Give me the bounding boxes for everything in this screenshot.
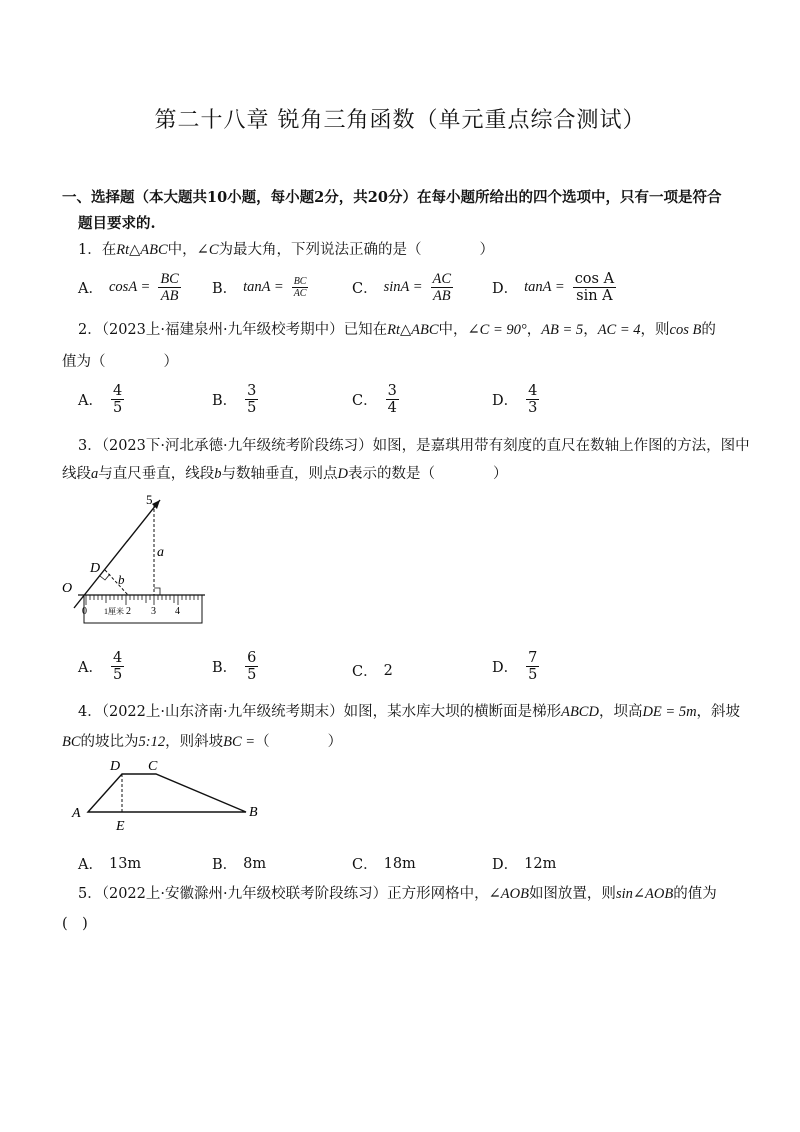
- tick-2: 2: [126, 606, 131, 617]
- label-o: O: [62, 581, 73, 596]
- tick-1: 1厘米: [104, 607, 124, 616]
- q4-stem-cont: BC的坡比为5:12，则斜坡BC =（ ）: [62, 734, 343, 750]
- label-b: B: [249, 805, 258, 820]
- q1-option-b[interactable]: B． tanA = $\frac{BC}{AC}$: [212, 276, 307, 299]
- q5-stem: 5．（2022上·安徽滁州·九年级校联考阶段练习）正方形网格中，∠AOB如图放置，则sin∠AOB的值为: [78, 886, 717, 902]
- label-d: D: [90, 561, 101, 576]
- q2-option-c[interactable]: C． $\frac{3}{4}$: [352, 383, 397, 416]
- tick-4: 4: [175, 606, 180, 617]
- q3-figure: [60, 488, 220, 630]
- q2-stem-cont: 值为（ ）: [62, 354, 178, 370]
- right-angle-d-icon: [100, 574, 110, 580]
- label-b: b: [118, 572, 125, 587]
- label-5: 5: [146, 492, 153, 507]
- q4-option-c[interactable]: C． 18m: [352, 855, 416, 873]
- q1-option-c[interactable]: C． sinA = $\frac{AC}{AB}$: [352, 271, 452, 304]
- q3-option-a[interactable]: A． $\frac{4}{5}$: [78, 650, 123, 683]
- q3-option-c[interactable]: C． 2: [352, 662, 393, 680]
- q3-option-b[interactable]: B． $\frac{6}{5}$: [212, 650, 257, 683]
- q4-figure: [70, 754, 270, 836]
- segment-b: [105, 570, 128, 595]
- q4-option-d[interactable]: D． 12m: [492, 855, 557, 873]
- q3-stem: 3．（2023下·河北承德·九年级统考阶段练习）如图，是嘉琪用带有刻度的直尺在数轴上作图的方法，图中: [78, 438, 750, 454]
- q1-stem: 1．在Rt△ABC中，∠C为最大角，下列说法正确的是（ ）: [78, 242, 494, 258]
- label-d: D: [110, 759, 121, 774]
- q4-stem: 4．（2022上·山东济南·九年级统考期末）如图，某水库大坝的横断面是梯形ABCD，坝高DE = 5m，斜坡: [78, 704, 741, 720]
- trapezoid: [88, 774, 246, 812]
- page-title: 第二十八章 锐角三角函数（单元重点综合测试）: [154, 108, 646, 133]
- q2-option-d[interactable]: D． $\frac{4}{3}$: [492, 383, 538, 416]
- tick-0: 0: [82, 606, 87, 617]
- q2-option-b[interactable]: B． $\frac{3}{5}$: [212, 383, 257, 416]
- right-angle-a-icon: [154, 588, 160, 595]
- section-heading-cont: 题目要求的.: [78, 215, 156, 232]
- q3-stem-cont: 线段a与直尺垂直，线段b与数轴垂直，则点D表示的数是（ ）: [62, 466, 508, 482]
- q4-option-a[interactable]: A． 13m: [78, 855, 142, 873]
- q1-option-d[interactable]: D． tanA = $\frac{\text{cos A}}{\text{sin A}}$: [492, 271, 615, 304]
- label-c: C: [148, 759, 158, 774]
- label-a: a: [157, 545, 164, 560]
- ray: [74, 500, 160, 608]
- tick-3: 3: [151, 606, 156, 617]
- q2-stem: 2．（2023上·福建泉州·九年级校考期中）已知在Rt△ABC中，∠C = 90°，AB = 5，AC = 4，则cos B的: [78, 322, 716, 338]
- label-e: E: [116, 819, 125, 834]
- q5-stem-cont: ( ): [62, 916, 88, 932]
- q3-option-d[interactable]: D． $\frac{7}{5}$: [492, 650, 538, 683]
- q1-option-a[interactable]: A． cosA = $\frac{BC}{AB}$: [78, 271, 179, 304]
- label-a: A: [72, 806, 81, 821]
- q4-option-b[interactable]: B． 8m: [212, 855, 267, 873]
- section-heading: 一、选择题（本大题共10小题，每小题2分，共20分）在每小题所给出的四个选项中，只有一项是符合: [62, 189, 722, 206]
- q2-option-a[interactable]: A． $\frac{4}{5}$: [78, 383, 123, 416]
